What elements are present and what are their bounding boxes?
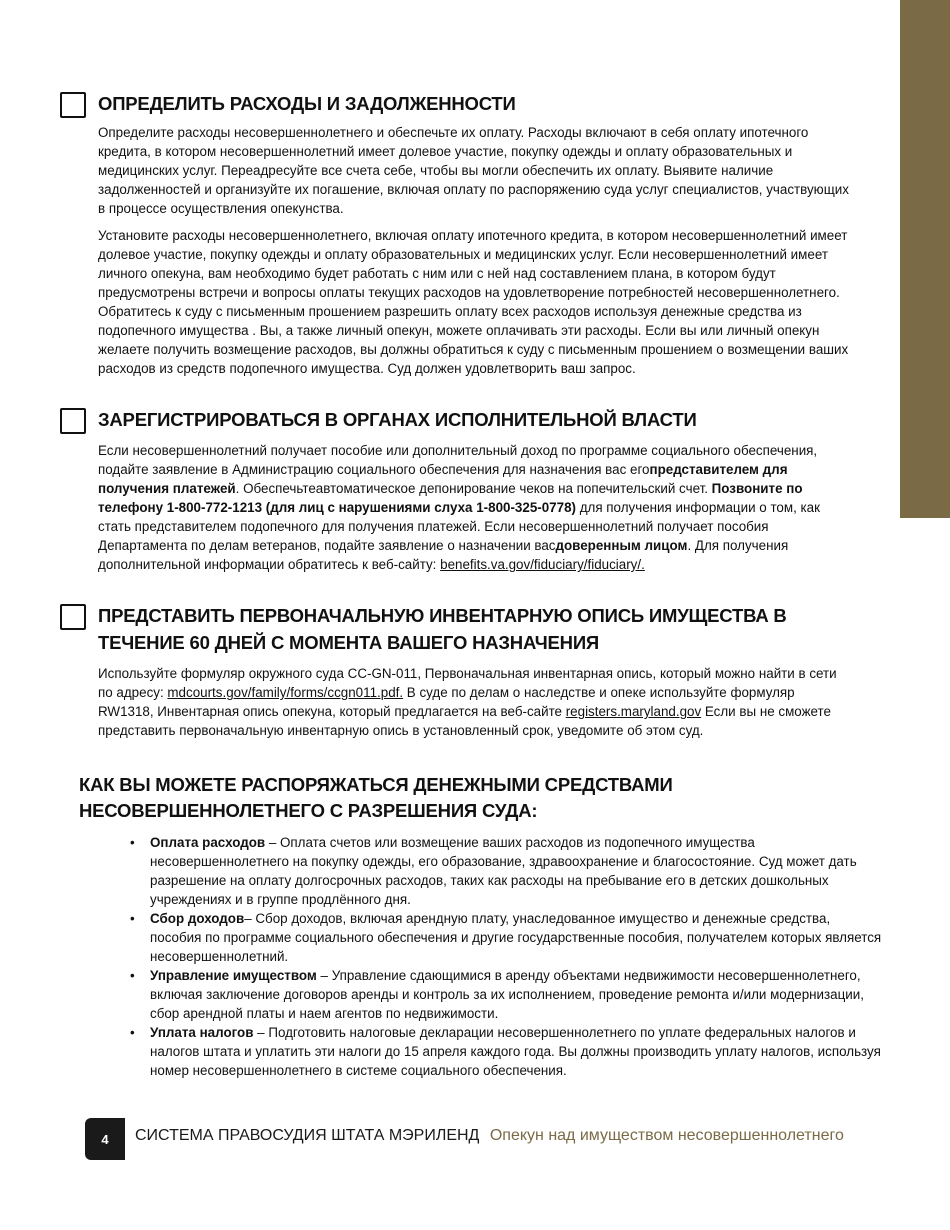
page-footer: [85, 1118, 865, 1160]
section-body: [98, 123, 850, 378]
section-expenses: [60, 90, 850, 378]
bold-text: доверенным лицом: [555, 538, 688, 553]
bullet-text: – Управление сдающимися в аренду объектами недвижимости несовершеннолетнего, включая заключение договоров аренды и контроль за их исполнением, проведение ремонта и/или модернизации, сбор арендной платы и наем агентов по недвижимости.: [150, 968, 864, 1021]
bullet-icon: •: [130, 1025, 135, 1040]
bullet-label: Уплата налогов: [150, 1025, 254, 1040]
va-link[interactable]: benefits.va.gov/fiduciary/fiduciary/.: [440, 557, 645, 572]
section-inventory: [60, 602, 850, 740]
section-body: [98, 664, 850, 740]
text: Используйте формуляр окружного суда CC-GN-011, Первоначальная инвентарная опись, который можно найти в сети по адресу:: [98, 666, 837, 700]
list-item: [130, 1023, 885, 1080]
side-accent-bar: [900, 0, 950, 518]
list-item: [130, 909, 885, 966]
bold-text: представителем для получения платежей: [98, 462, 788, 496]
footer-text: [135, 1127, 844, 1145]
checkbox-inventory[interactable]: [60, 604, 86, 630]
checkbox-expenses[interactable]: [60, 92, 86, 118]
bullet-list: [130, 833, 885, 1080]
footer-subtitle: Опекун над имуществом несовершеннолетнего: [489, 1127, 844, 1144]
bullet-label: Сбор доходов: [150, 911, 245, 926]
text: Если несовершеннолетний получает пособие или дополнительный доход по программе социального обеспечения, подайте заявление в Администрацию социального обеспечения для назначения вас его: [98, 443, 818, 477]
section-body: [98, 441, 850, 574]
paragraph: Установите расходы несовершеннолетнего, включая оплату ипотечного кредита, в котором несовершеннолетний имеет долевое участие, покупку одежды и оплату образовательных и медицинских услуг. Если несовершеннолетний имеет личного опекуна, вам необходимо будет работать с ним или с ней над составлением плана, в котором будут предусмотрены встречи и вопросы оплаты текущих расходов на удовлетворение потребностей несовершеннолетнего. Обратитесь к суду с письменным прошением разрешить оплату всех расходов используя денежные средства из подопечного имущества . Вы, а также личный опекун, можете оплачивать эти расходы. Если вы или личный опекун желаете получить возмещение расходов, вы должны обратиться к суду с письменным прошением о возмещении ваших расходов из средств подопечного имущества. Суд должен удовлетворить ваш запрос.: [98, 228, 849, 376]
list-item: [130, 833, 885, 909]
text: . Для получения дополнительной информации обратитесь к веб-сайту:: [98, 538, 789, 572]
section-title: ОПРЕДЕЛИТЬ РАСХОДЫ И ЗАДОЛЖЕННОСТИ: [98, 93, 516, 114]
section-title: ЗАРЕГИСТРИРОВАТЬСЯ В ОРГАНАХ ИСПОЛНИТЕЛЬНОЙ ВЛАСТИ: [98, 409, 697, 430]
paragraph: [98, 441, 850, 574]
paragraph: Определите расходы несовершеннолетнего и обеспечьте их оплату. Расходы включают в себя оплату ипотечного кредита, в котором несовершеннолетний имеет долевое участие, покупку одежды и оплату образовательных и медицинских услуг. Переадресуйте все счета себе, чтобы вы могли обеспечить их оплату. Выявите наличие задолженностей и организуйте их погашение, включая оплату по распоряжению суда услуг специалистов, участвующих в процессе осуществления опекунства.: [98, 125, 849, 216]
section-register: [60, 406, 850, 574]
bullet-label: Оплата расходов: [150, 835, 266, 850]
text: Если вы не сможете представить первоначальную инвентарную опись в установленный срок, уведомите об этом суд.: [98, 704, 831, 738]
bullet-icon: •: [130, 911, 135, 926]
list-item: [130, 966, 885, 1023]
bullet-text: – Сбор доходов, включая арендную плату, унаследованное имущество и денежные средства, пособия по программе социального обеспечения и другие государственные пособия, получателем которых является несовершеннолетний.: [150, 911, 882, 964]
paragraph: [98, 664, 850, 740]
text: В суде по делам о наследстве и опеке используйте формуляр RW1318, Инвентарная опись опекуна, который предлагается на веб-сайте: [98, 685, 795, 719]
section-title: ПРЕДСТАВИТЬ ПЕРВОНАЧАЛЬНУЮ ИНВЕНТАРНУЮ ОПИСЬ ИМУЩЕСТВА В ТЕЧЕНИЕ 60 ДНЕЙ С МОМЕНТА ВАШЕГО НАЗНАЧЕНИЯ: [98, 605, 787, 653]
footer-org: СИСТЕМА ПРАВОСУДИЯ ШТАТА МЭРИЛЕНД: [135, 1127, 480, 1144]
registers-link[interactable]: registers.maryland.gov: [565, 704, 702, 719]
text: . Обеспечьтеавтоматическое депонирование чеков на попечительский счет.: [235, 481, 712, 496]
text: для получения информации о том, как стать представителем подопечного для получения платежей. Если несовершеннолетний получает пособия Департамента по делам ветеранов, подайте заявление о назначении вас: [98, 500, 820, 553]
checkbox-register[interactable]: [60, 408, 86, 434]
bullet-icon: •: [130, 968, 135, 983]
bullet-text: – Оплата счетов или возмещение ваших расходов из подопечного имущества несовершеннолетнего на покупку одежды, его образование, здравоохранение и благосостояние. Суд может дать разрешение на оплату долгосрочных расходов, таких как расходы на пребывание его в детских дошкольных учреждениях и в группе продлённого дня.: [150, 835, 857, 907]
bullet-text: – Подготовить налоговые декларации несовершеннолетнего по уплате федеральных налогов и налогов штата и уплатить эти налоги до 15 апреля каждого года. Вы должны производить уплату налогов, используя номер несовершеннолетнего в системе социального обеспечения.: [150, 1025, 881, 1078]
bullet-icon: •: [130, 835, 135, 850]
page-heading: КАК ВЫ МОЖЕТЕ РАСПОРЯЖАТЬСЯ ДЕНЕЖНЫМИ СРЕДСТВАМИ НЕСОВЕРШЕННОЛЕТНЕГО С РАЗРЕШЕНИЯ СУДА:: [79, 774, 673, 821]
phone-number: Позвоните по телефону 1-800-772-1213 (для лиц с нарушениями слуха 1-800-325-0778): [98, 481, 803, 515]
page-number: 4: [85, 1118, 125, 1160]
mdcourts-link[interactable]: mdcourts.gov/family/forms/ccgn011.pdf.: [167, 685, 404, 700]
bullet-label: Управление имуществом: [150, 968, 317, 983]
